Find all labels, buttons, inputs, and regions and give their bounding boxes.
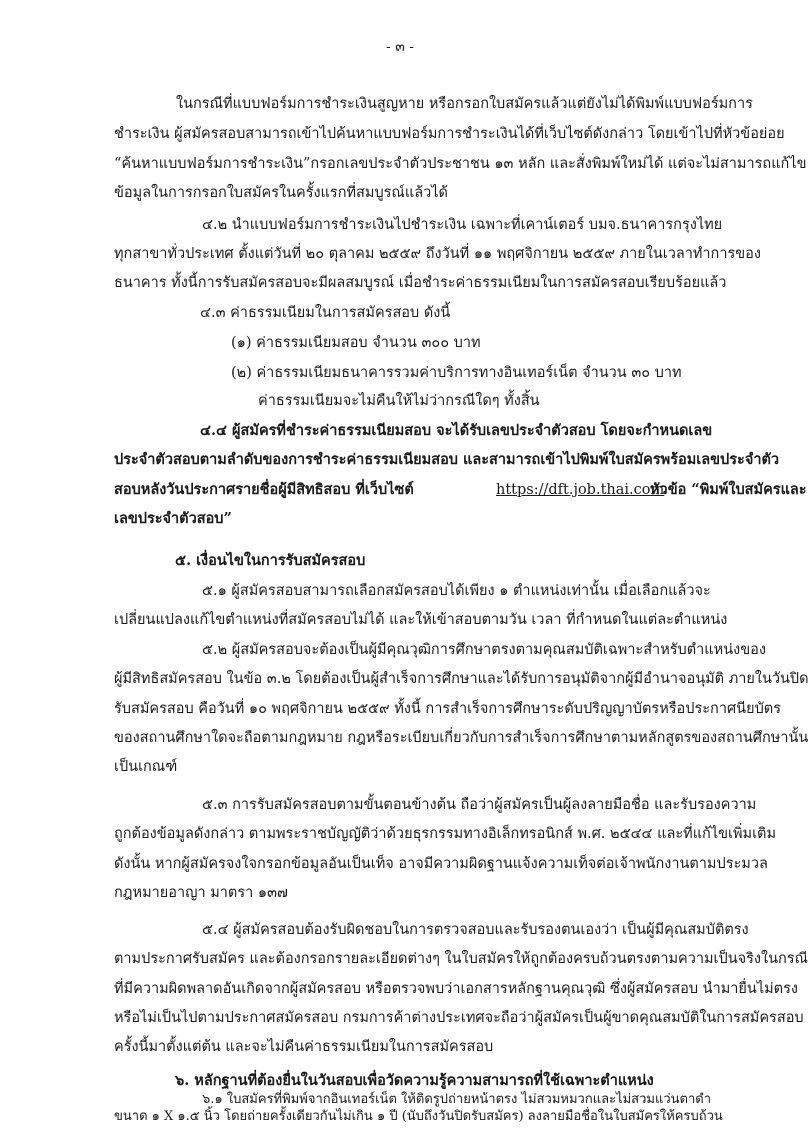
text-line: ผู้มีสิทธิสมัครสอบ ในข้อ ๓.๒ โดยต้องเป็นผู้สำเร็จการศึกษาและได้รับการอนุมัติจากผู้มีอำนาจอนุมัติ ภายในวันปิด	[114, 671, 809, 687]
text-line: เลขประจำตัวสอบ”	[114, 510, 232, 527]
text-line: ๕.๔ ผู้สมัครสอบต้องรับผิดชอบในการตรวจสอบและรับรองตนเองว่า เป็นผู้มีคุณสมบัติตรง	[202, 922, 749, 938]
text-line: “ค้นหาแบบฟอร์มการชำระเงิน”กรอกเลขประจำตัวประชาชน ๑๓ หลัก และสั่งพิมพ์ใหม่ได้ แต่จะไม่สามารถแก้ไข	[114, 156, 807, 172]
text-line: ธนาคาร ทั้งนี้การรับสมัครสอบจะมีผลสมบูรณ์ เมื่อชำระค่าธรรมเนียมในการสมัครสอบเรียบร้อยแล้ว	[114, 275, 727, 291]
page-number: - ๓ -	[386, 39, 414, 55]
text-line: รับสมัครสอบ คือวันที่ ๑๐ พฤศจิกายน ๒๕๕๙ ทั้งนี้ การสำเร็จการศึกษาระดับปริญญาบัตรหรือประกาศนียบัตร	[114, 701, 781, 717]
text-line: ที่มีความผิดพลาดอันเกิดจากผู้สมัครสอบ หรือตรวจพบว่าเอกสารหลักฐานคุณวุฒิ ซึ่งผู้สมัครสอบ นำมายื่นไม่ตรง	[114, 981, 798, 997]
text-line: ดังนั้น หากผู้สมัครจงใจกรอกข้อมูลอันเป็นเท็จ อาจมีความผิดฐานแจ้งความเท็จต่อเจ้าพนักงานตามประมวล	[114, 856, 768, 872]
text-line: ๕.๒ ผู้สมัครสอบจะต้องเป็นผู้มีคุณวุฒิการศึกษาตรงตามคุณสมบัติเฉพาะสำหรับตำแหน่งของ	[202, 642, 766, 658]
text-line: ตามประกาศรับสมัคร และต้องกรอกรายละเอียดต่างๆ ในใบสมัครให้ถูกต้องครบถ้วนตรงตามความเป็นจริงในกรณี	[114, 951, 809, 967]
text-line: ขนาด ๑ X ๑.๕ นิ้ว โดยถ่ายครั้งเดียวกันไม่เกิน ๑ ปี (นับถึงวันปิดรับสมัคร) ลงลายมือชื่อในใบสมัครให้ครบถ้วน	[114, 1109, 723, 1124]
text-line: ๔.๔ ผู้สมัครที่ชำระค่าธรรมเนียมสอบ จะได้รับเลขประจำตัวสอบ โดยจะกำหนดเลข	[200, 422, 713, 439]
text-line: กฎหมายอาญา มาตรา ๑๓๗	[114, 885, 288, 901]
text-line: (๒) ค่าธรรมเนียมธนาคารรวมค่าบริการทางอินเทอร์เน็ต จำนวน ๓๐ บาท	[231, 365, 682, 381]
text-line: เปลี่ยนแปลงแก้ไขตำแหน่งที่สมัครสอบไม่ได้ และให้เข้าสอบตามวัน เวลา ที่กำหนดในแต่ละตำแหน่ง	[114, 612, 728, 628]
text-line: หรือไม่เป็นไปตามประกาศสมัครสอบ กรมการค้าต่างประเทศจะถือว่าผู้สมัครเป็นผู้ขาดคุณสมบัติในการสมัครสอบ	[114, 1010, 804, 1026]
text-line: ๖.๑ ใบสมัครที่พิมพ์จากอินเทอร์เน็ต ให้ติดรูปถ่ายหน้าตรง ไม่สวมหมวกและไม่สวมแว่นตาดำ	[202, 1092, 712, 1107]
text-line: ทุกสาขาทั่วประเทศ ตั้งแต่วันที่ ๒๐ ตุลาคม ๒๕๕๙ ถึงวันที่ ๑๑ พฤศจิกายน ๒๕๕๙ ภายในเวลาทำการของ	[114, 246, 761, 262]
section-heading: ๖. หลักฐานที่ต้องยื่นในวันสอบเพื่อวัดความรู้ความสามารถที่ใช้เฉพาะตำแหน่ง	[175, 1072, 654, 1089]
text-line: ๕.๓ การรับสมัครสอบตามขั้นตอนข้างต้น ถือว่าผู้สมัครเป็นผู้ลงลายมือชื่อ และรับรองความ	[202, 797, 757, 813]
text-line: หัวข้อ “พิมพ์ใบสมัครและ	[650, 481, 807, 498]
text-line: (๑) ค่าธรรมเนียมสอบ จำนวน ๓๐๐ บาท	[231, 335, 481, 351]
section-heading: ๕. เงื่อนไขในการรับสมัครสอบ	[175, 552, 366, 569]
text-line: ของสถานศึกษาใดจะถือตามกฎหมาย กฎหรือระเบียบเกี่ยวกับการสำเร็จการศึกษาตามหลักสูตรของสถานศึกษานั้น	[114, 730, 809, 746]
website-link[interactable]: https://dft.job.thai.com	[496, 482, 665, 498]
text-line: ๔.๓ ค่าธรรมเนียมในการสมัครสอบ ดังนี้	[200, 305, 451, 321]
text-line: ๔.๒ นำแบบฟอร์มการชำระเงินไปชำระเงิน เฉพาะที่เคาน์เตอร์ บมจ.ธนาคารกรุงไทย	[202, 217, 723, 233]
text-line: ค่าธรรมเนียมจะไม่คืนให้ไม่ว่ากรณีใดๆ ทั้งสิ้น	[258, 393, 540, 409]
text-line: ประจำตัวสอบตามลำดับของการชำระค่าธรรมเนียมสอบ และสามารถเข้าไปพิมพ์ใบสมัครพร้อมเลขประจำตัว	[114, 451, 780, 468]
text-line: ในกรณีที่แบบฟอร์มการชำระเงินสูญหาย หรือกรอกใบสมัครแล้วแต่ยังไม่ได้พิมพ์แบบฟอร์มการ	[176, 96, 753, 112]
text-line: ชำระเงิน ผู้สมัครสอบสามารถเข้าไปค้นหาแบบฟอร์มการชำระเงินได้ที่เว็บไซต์ดังกล่าว โดยเข้าไปที่หัวข้อย่อย	[114, 126, 785, 142]
text-line: ๕.๑ ผู้สมัครสอบสามารถเลือกสมัครสอบได้เพียง ๑ ตำแหน่งเท่านั้น เมื่อเลือกแล้วจะ	[202, 583, 711, 599]
text-line: เป็นเกณฑ์	[114, 759, 178, 775]
text-line: ครั้งนี้มาตั้งแต่ต้น และจะไม่คืนค่าธรรมเนียมในการสมัครสอบ	[114, 1039, 494, 1055]
text-line: สอบหลังวันประกาศรายชื่อผู้มีสิทธิสอบ ที่เว็บไซต์	[114, 481, 414, 498]
text-line: ข้อมูลในการกรอกใบสมัครในครั้งแรกที่สมบูรณ์แล้วได้	[114, 185, 448, 201]
text-line: ถูกต้องข้อมูลดังกล่าว ตามพระราชบัญญัติว่าด้วยธุรกรรมทางอิเล็กทรอนิกส์ พ.ศ. ๒๕๔๔ และที่แก้ไขเพิ่มเติม	[114, 826, 777, 842]
